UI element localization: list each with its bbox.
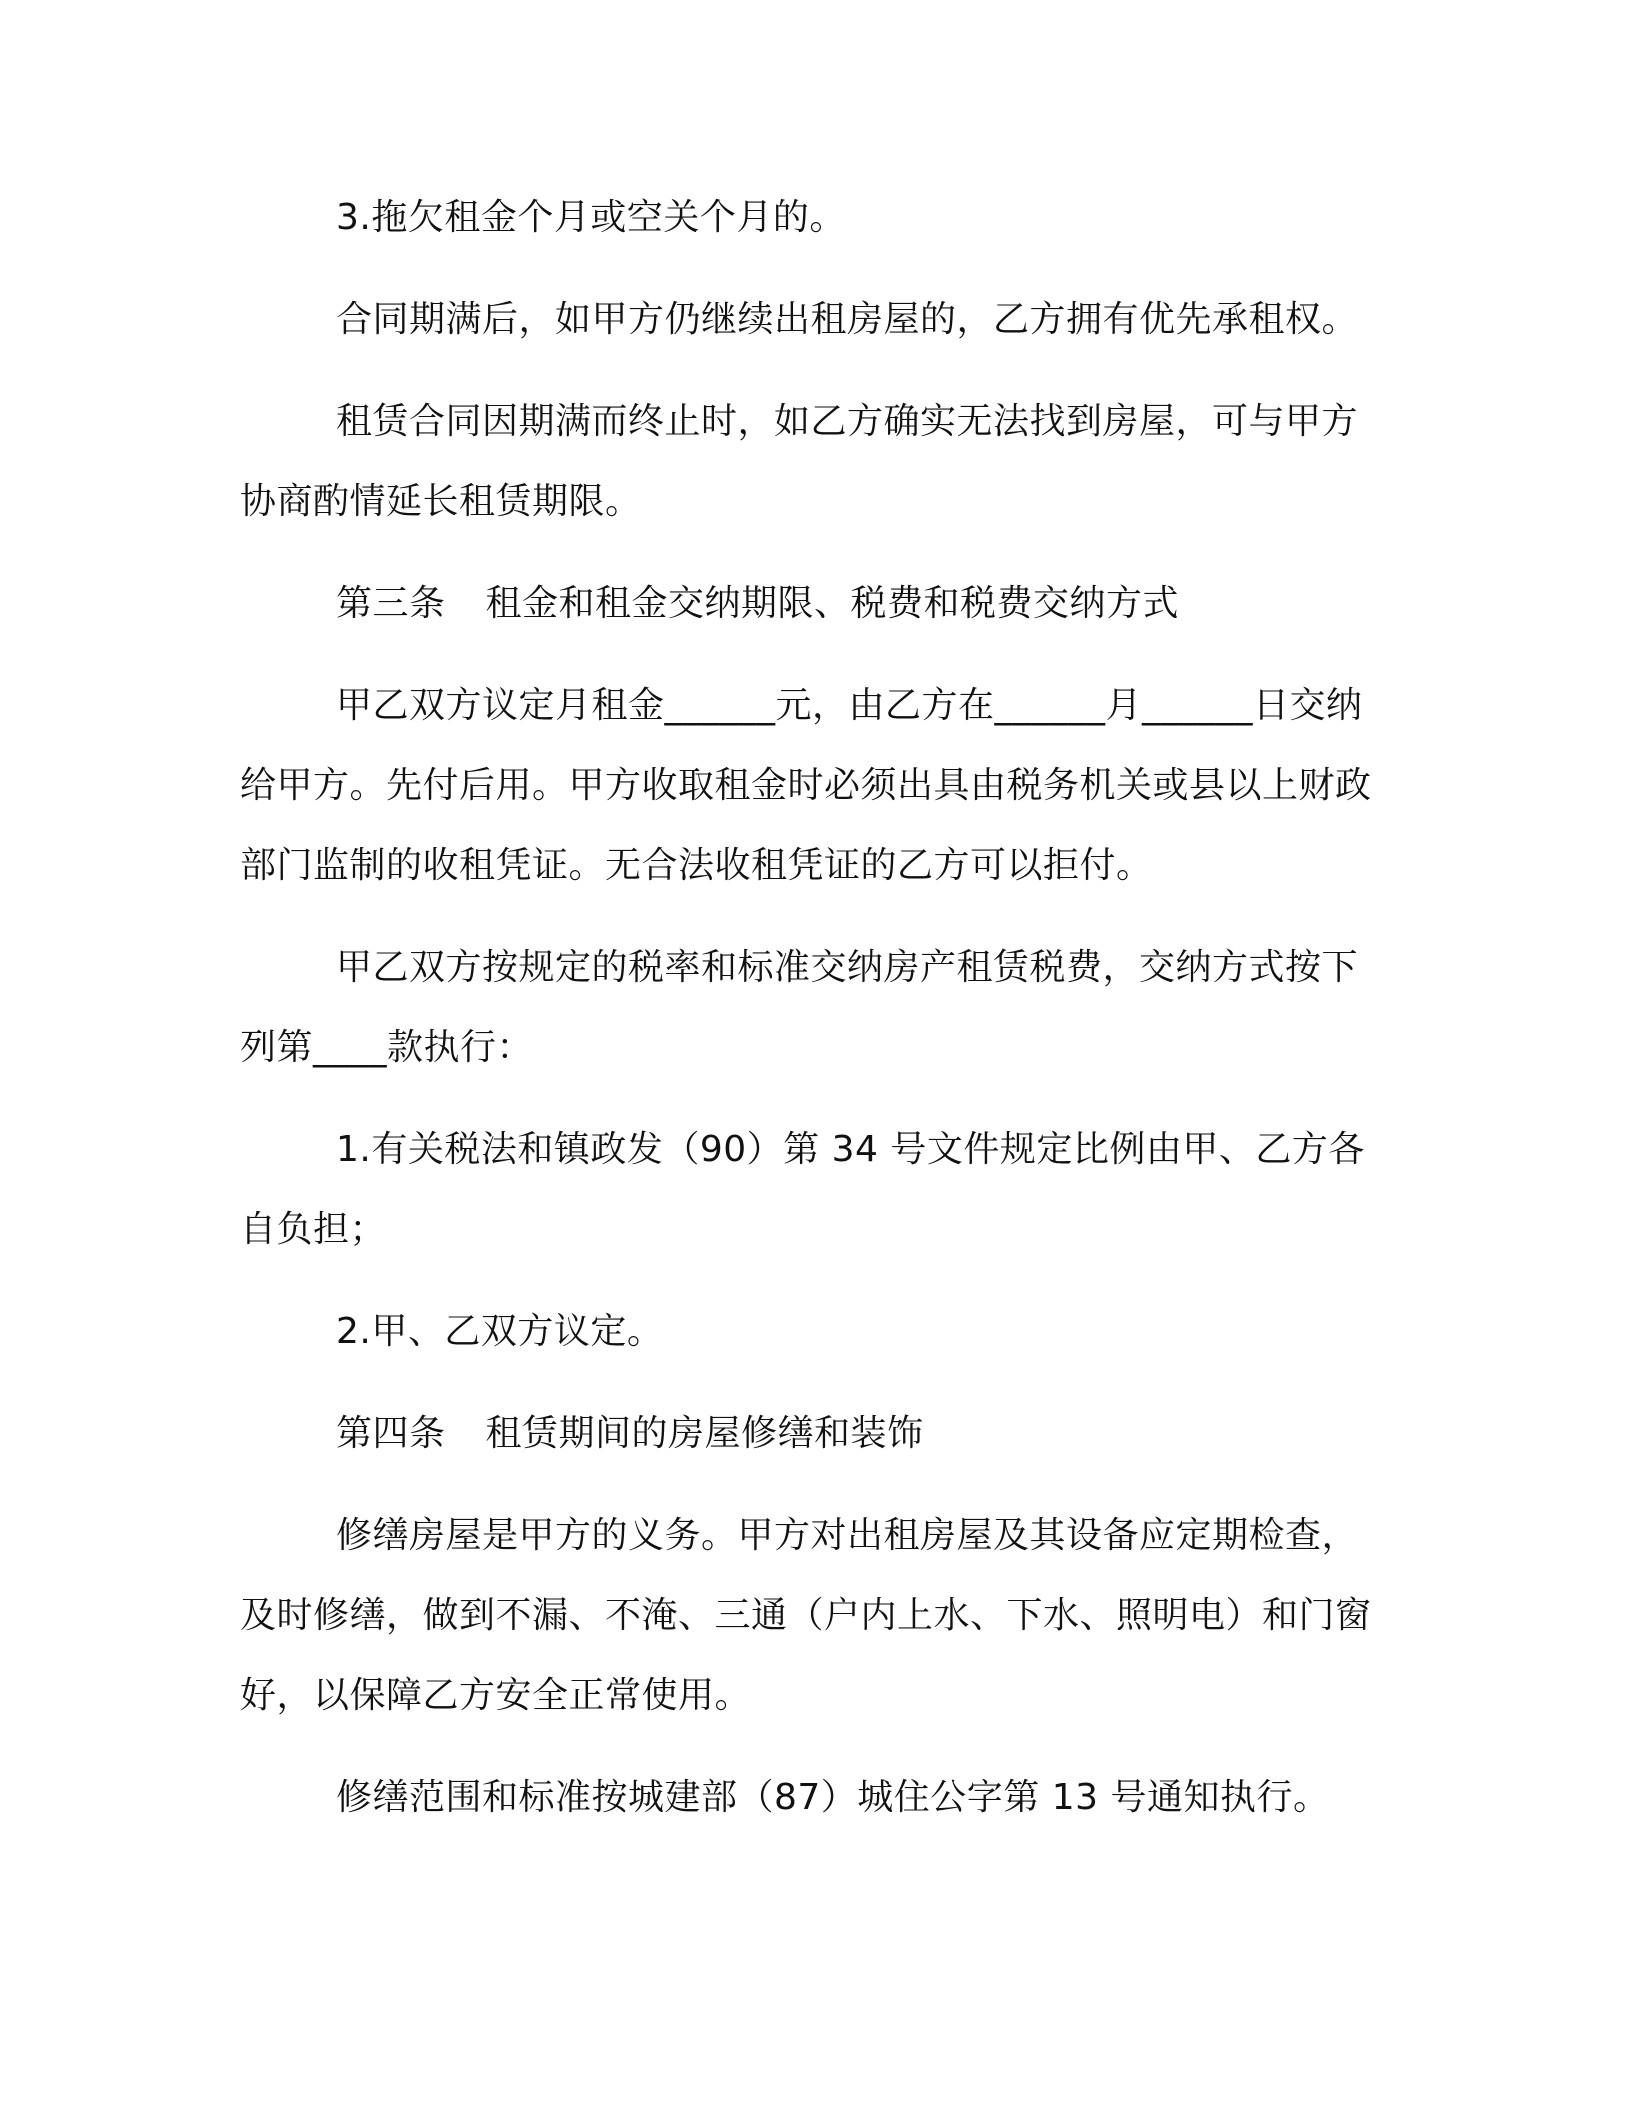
article-3-number: 第三条	[336, 583, 446, 624]
paragraph-tax-option-1: 1.有关税法和镇政发（90）第 34 号文件规定比例由甲、乙方各自负担；	[240, 1129, 1365, 1250]
paragraph-tax-option-2: 2.甲、乙双方议定。	[336, 1311, 664, 1352]
paragraph-priority-lease: 合同期满后，如甲方仍继续出租房屋的，乙方拥有优先承租权。	[336, 299, 1359, 340]
article-4-title: 租赁期间的房屋修缮和装饰	[485, 1413, 924, 1454]
paragraph-repair-standard: 修缮范围和标准按城建部（87）城住公字第 13 号通知执行。	[336, 1777, 1330, 1818]
article-4-number: 第四条	[336, 1413, 446, 1454]
article-4-heading	[240, 1394, 1380, 1474]
article-3-title: 租金和租金交纳期限、税费和税费交纳方式	[485, 583, 1180, 624]
paragraph-tax-payment: 甲乙双方按规定的税率和标准交纳房产租赁税费，交纳方式按下列第____款执行：	[240, 947, 1359, 1068]
document-page	[240, 178, 1380, 1838]
article-3-heading	[240, 564, 1380, 644]
paragraph-repair-duty: 修缮房屋是甲方的义务。甲方对出租房屋及其设备应定期检查，及时修缮，做到不漏、不淹、三通（户内上水、下水、照明电）和门窗好，以保障乙方安全正常使用。	[240, 1515, 1372, 1716]
paragraph-lease-extension: 租赁合同因期满而终止时，如乙方确实无法找到房屋，可与甲方协商酌情延长租赁期限。	[240, 401, 1359, 522]
paragraph-overdue-rent: 3.拖欠租金个月或空关个月的。	[336, 197, 846, 238]
paragraph-monthly-rent: 甲乙双方议定月租金______元，由乙方在______月______日交纳给甲方。先付后用。甲方收取租金时必须出具由税务机关或县以上财政部门监制的收租凭证。无合法收租凭证的乙方可以拒付。	[240, 685, 1372, 886]
